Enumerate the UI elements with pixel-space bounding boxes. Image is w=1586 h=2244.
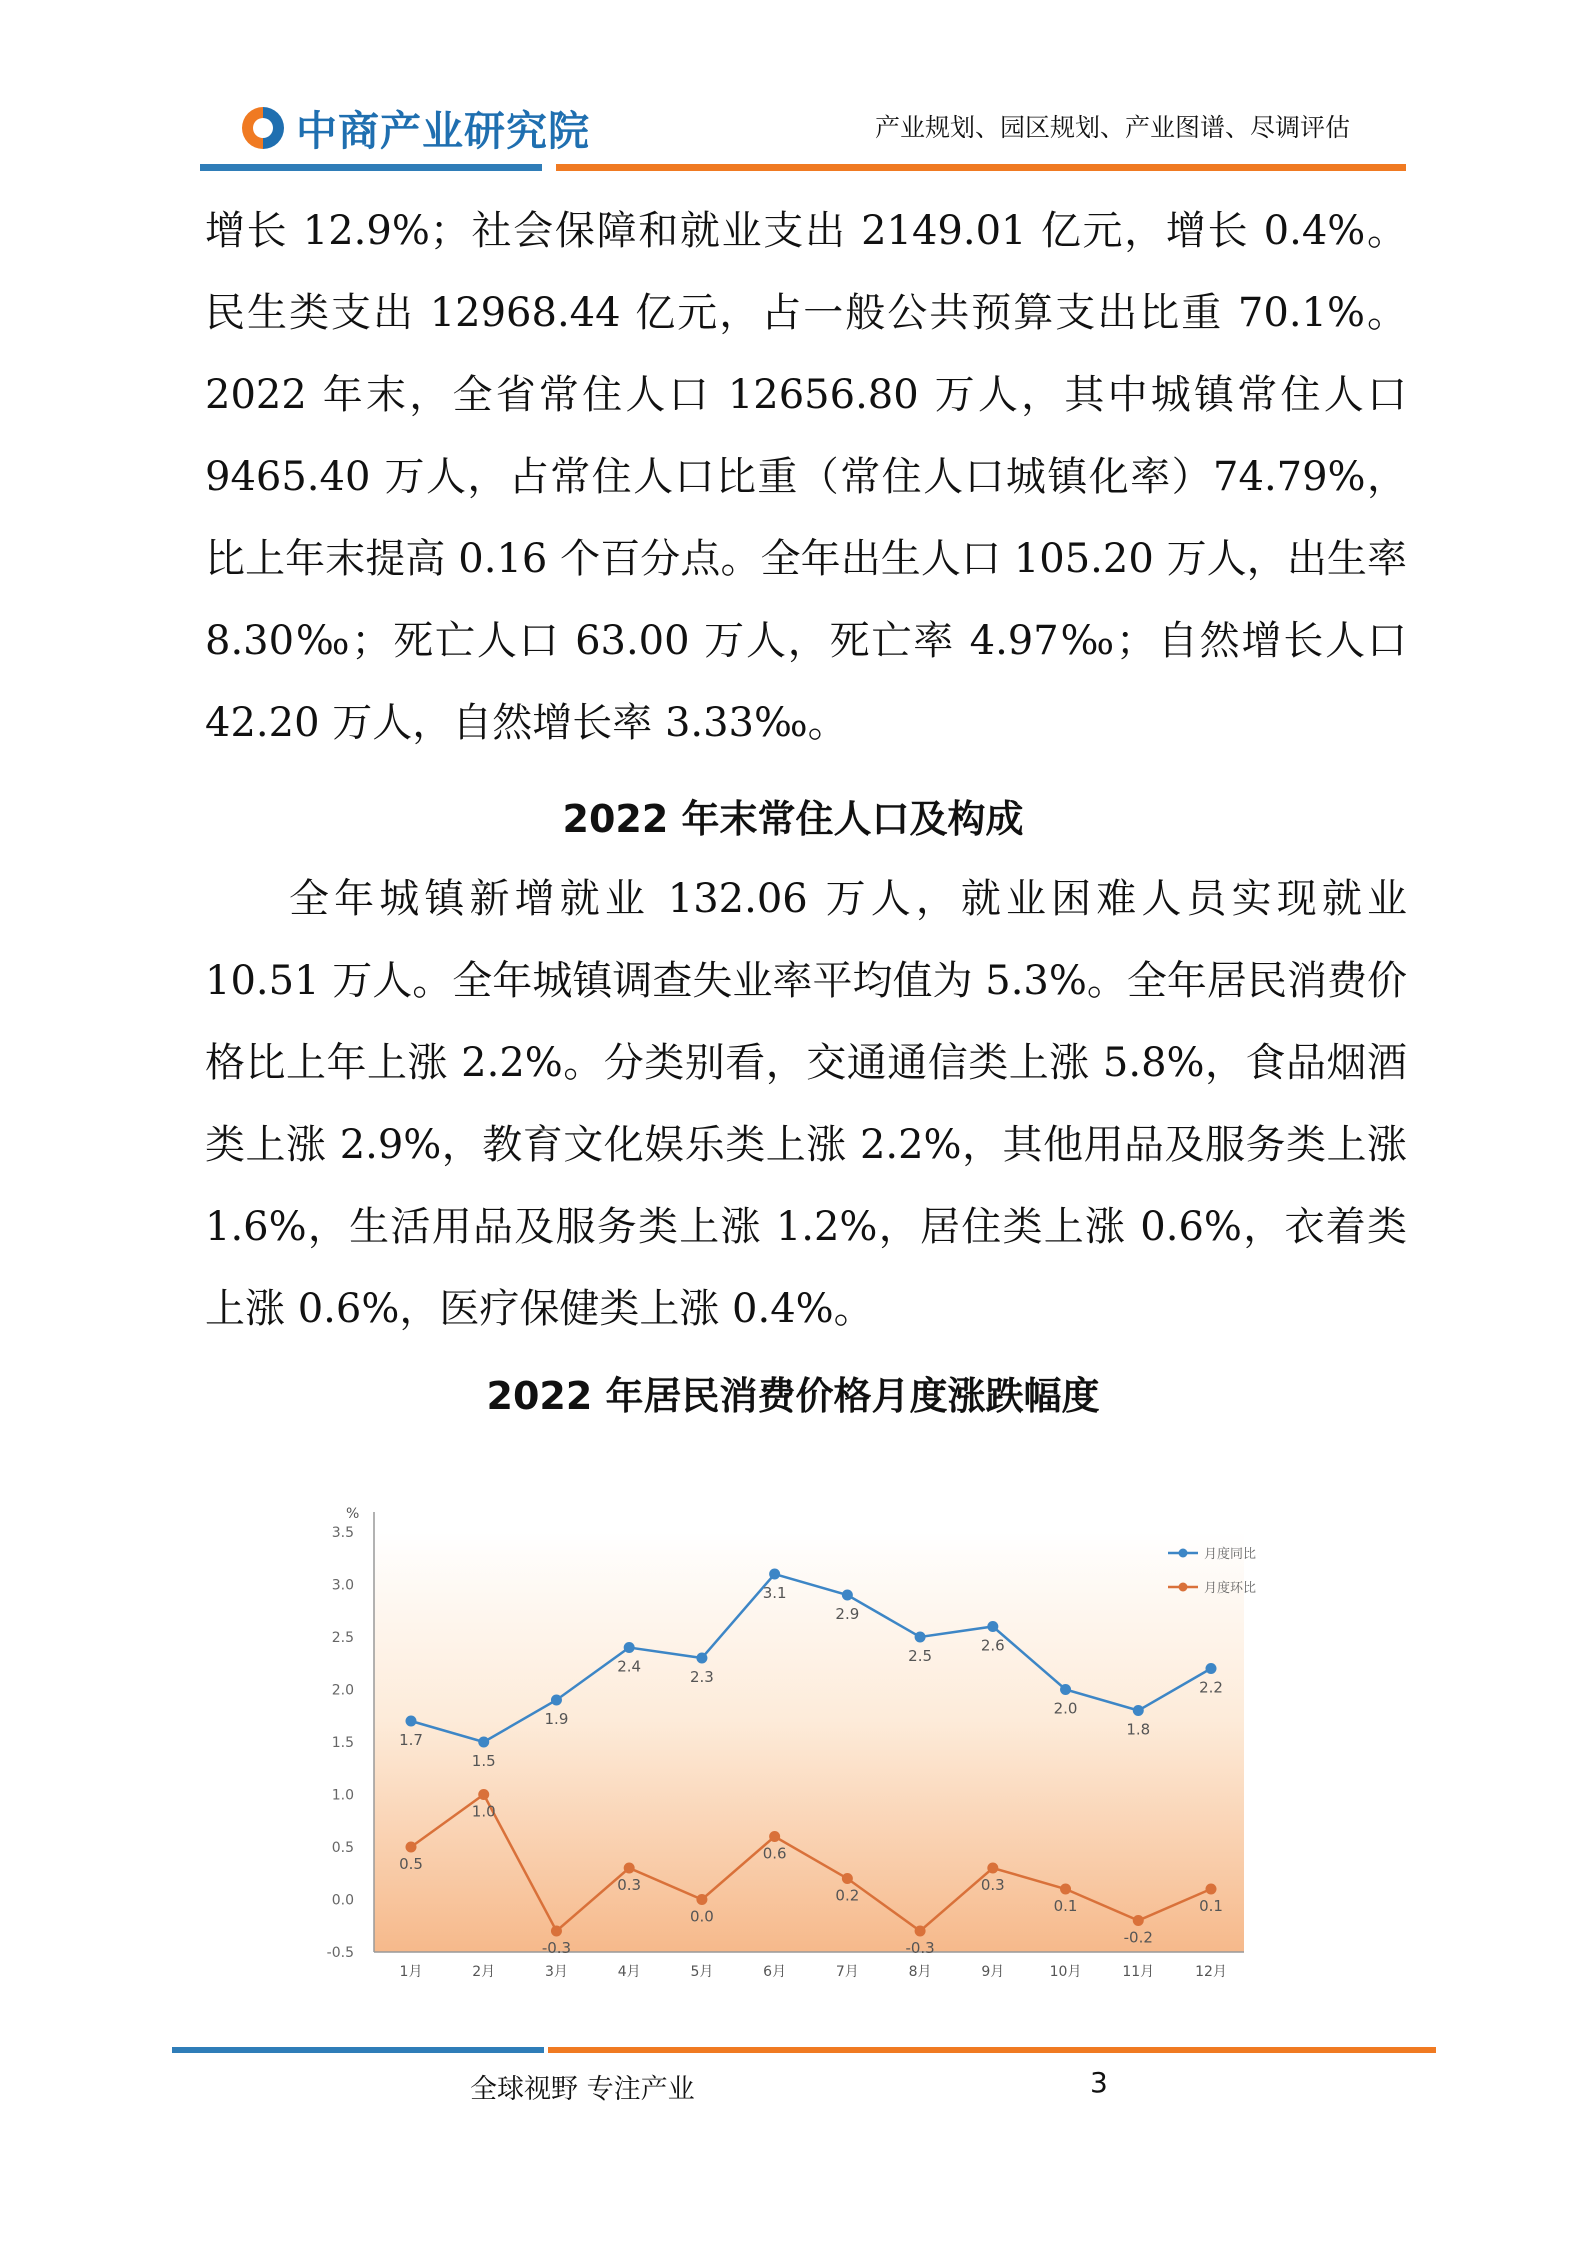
x-tick-label: 10月 xyxy=(1049,1964,1082,1980)
data-point xyxy=(987,1621,998,1632)
footer-slogan: 全球视野 专注产业 xyxy=(470,2074,695,2105)
data-label: 1.7 xyxy=(399,1731,423,1749)
data-label: 1.9 xyxy=(544,1710,569,1728)
legend-label: 月度同比 xyxy=(1204,1547,1257,1562)
heading-population: 2022 年末常住人口及构成 xyxy=(562,797,1024,841)
data-label: 2.3 xyxy=(689,1668,714,1686)
data-label: 1.8 xyxy=(1126,1720,1151,1739)
x-tick-label: 2月 xyxy=(472,1964,496,1980)
x-tick-label: 7月 xyxy=(835,1964,859,1980)
paragraph-population: 增长 12.9%；社会保障和就业支出 2149.01 亿元，增长 0.4%。民生类支出 12968.44 亿元，占一般公共预算支出比重 70.1%。2022 年末，全省常住人口 12656.80 万人，其中城镇常住人口 9465.40 万人，占常住人口比重（常住人口城镇化率）74.79%，比上年末提高 0.16 个百分点。全年出生人口 105.20 万人，出生率 8.30‰；死亡人口 63.00 万人，死亡率 4.97‰；自然增长人口 42.20 万人，自然增长率 3.33‰。 xyxy=(205,208,1407,746)
plot-background xyxy=(374,1532,1244,1952)
data-point xyxy=(696,1894,707,1905)
legend-label: 月度环比 xyxy=(1204,1581,1257,1596)
data-label: 1.0 xyxy=(471,1802,496,1821)
data-label: 1.5 xyxy=(471,1752,496,1770)
logo-text: 中商产业研究院 xyxy=(296,107,590,155)
logo-icon xyxy=(238,103,288,153)
data-point xyxy=(1133,1915,1144,1926)
data-point xyxy=(842,1873,853,1884)
header-tagline: 产业规划、园区规划、产业图谱、尽调评估 xyxy=(874,113,1350,142)
data-label: 0.6 xyxy=(762,1844,787,1863)
data-label: -0.2 xyxy=(1123,1928,1153,1947)
data-label: 3.1 xyxy=(762,1584,787,1602)
data-point xyxy=(769,1569,780,1580)
x-tick-label: 8月 xyxy=(908,1964,932,1980)
data-point xyxy=(624,1642,635,1653)
data-point xyxy=(1060,1684,1071,1695)
data-label: 0.5 xyxy=(399,1855,423,1873)
x-tick-label: 6月 xyxy=(763,1964,787,1980)
header-rule-blue xyxy=(200,164,542,171)
heading-cpi-chart: 2022 年居民消费价格月度涨跌幅度 xyxy=(486,1374,1100,1418)
header-logo xyxy=(238,98,590,157)
data-point xyxy=(915,1632,926,1643)
x-tick-label: 4月 xyxy=(617,1964,641,1980)
footer-rule-orange xyxy=(548,2047,1436,2053)
cpi-line-chart xyxy=(306,1452,1306,2000)
data-point xyxy=(406,1842,417,1853)
y-tick-label: 2.0 xyxy=(331,1682,354,1699)
x-tick-label: 9月 xyxy=(981,1964,1005,1980)
data-label: 0.3 xyxy=(617,1876,642,1894)
data-label: 2.6 xyxy=(980,1636,1005,1655)
data-label: 0.0 xyxy=(689,1907,714,1926)
y-tick-label: -0.5 xyxy=(326,1945,354,1961)
data-point xyxy=(624,1863,635,1874)
x-tick-label: 3月 xyxy=(544,1964,568,1980)
page-number: 3 xyxy=(1090,2066,1108,2099)
y-tick-label: 0.5 xyxy=(331,1840,354,1856)
x-tick-label: 12月 xyxy=(1195,1964,1227,1980)
y-tick-label: 3.0 xyxy=(331,1577,354,1594)
footer-rule-blue xyxy=(172,2047,544,2053)
x-tick-label: 11月 xyxy=(1122,1964,1155,1980)
x-tick-label: 5月 xyxy=(690,1964,714,1980)
y-tick-label: 0.0 xyxy=(331,1892,354,1909)
legend-marker xyxy=(1179,1549,1188,1558)
data-label: 0.2 xyxy=(835,1886,860,1905)
data-point xyxy=(551,1695,562,1706)
y-tick-label: 1.0 xyxy=(331,1787,354,1804)
data-label: -0.3 xyxy=(541,1939,572,1957)
data-point xyxy=(1206,1884,1217,1895)
data-point xyxy=(1133,1705,1144,1716)
data-label: 0.1 xyxy=(1199,1897,1223,1915)
data-point xyxy=(842,1590,853,1601)
data-point xyxy=(987,1863,998,1874)
data-point xyxy=(551,1926,562,1937)
data-label: -0.3 xyxy=(905,1939,935,1957)
data-label: 2.0 xyxy=(1053,1699,1078,1718)
x-tick-label: 1月 xyxy=(399,1964,423,1980)
data-point xyxy=(1206,1663,1217,1674)
data-point xyxy=(406,1716,417,1727)
paragraph-employment-cpi: 全年城镇新增就业 132.06 万人，就业困难人员实现就业 10.51 万人。全年城镇调查失业率平均值为 5.3%。全年居民消费价格比上年上涨 2.2%。分类别看，交通通信类上涨 5.8%，食品烟酒类上涨 2.9%，教育文化娱乐类上涨 2.2%，其他用品及服务类上涨 1.6%，生活用品及服务类上涨 1.2%，居住类上涨 0.6%，衣着类上涨 0.6%，医疗保健类上涨 0.4%。 xyxy=(205,876,1407,1332)
data-label: 2.9 xyxy=(835,1605,860,1623)
data-point xyxy=(1060,1884,1071,1895)
legend-marker xyxy=(1179,1583,1188,1592)
cpi-chart xyxy=(306,1452,1306,2000)
data-label: 2.2 xyxy=(1199,1678,1223,1697)
y-axis-unit-label: % xyxy=(346,1506,360,1522)
y-tick-label: 1.5 xyxy=(331,1735,354,1751)
data-point xyxy=(769,1831,780,1842)
data-point xyxy=(478,1789,489,1800)
y-tick-label: 3.5 xyxy=(331,1525,354,1541)
data-point xyxy=(478,1737,489,1748)
data-label: 0.1 xyxy=(1053,1897,1078,1915)
header-rule-orange xyxy=(556,164,1406,171)
data-label: 2.5 xyxy=(908,1647,933,1665)
data-point xyxy=(696,1653,707,1664)
data-label: 2.4 xyxy=(617,1657,642,1676)
data-point xyxy=(915,1926,926,1937)
y-tick-label: 2.5 xyxy=(331,1630,354,1646)
data-label: 0.3 xyxy=(980,1876,1005,1894)
